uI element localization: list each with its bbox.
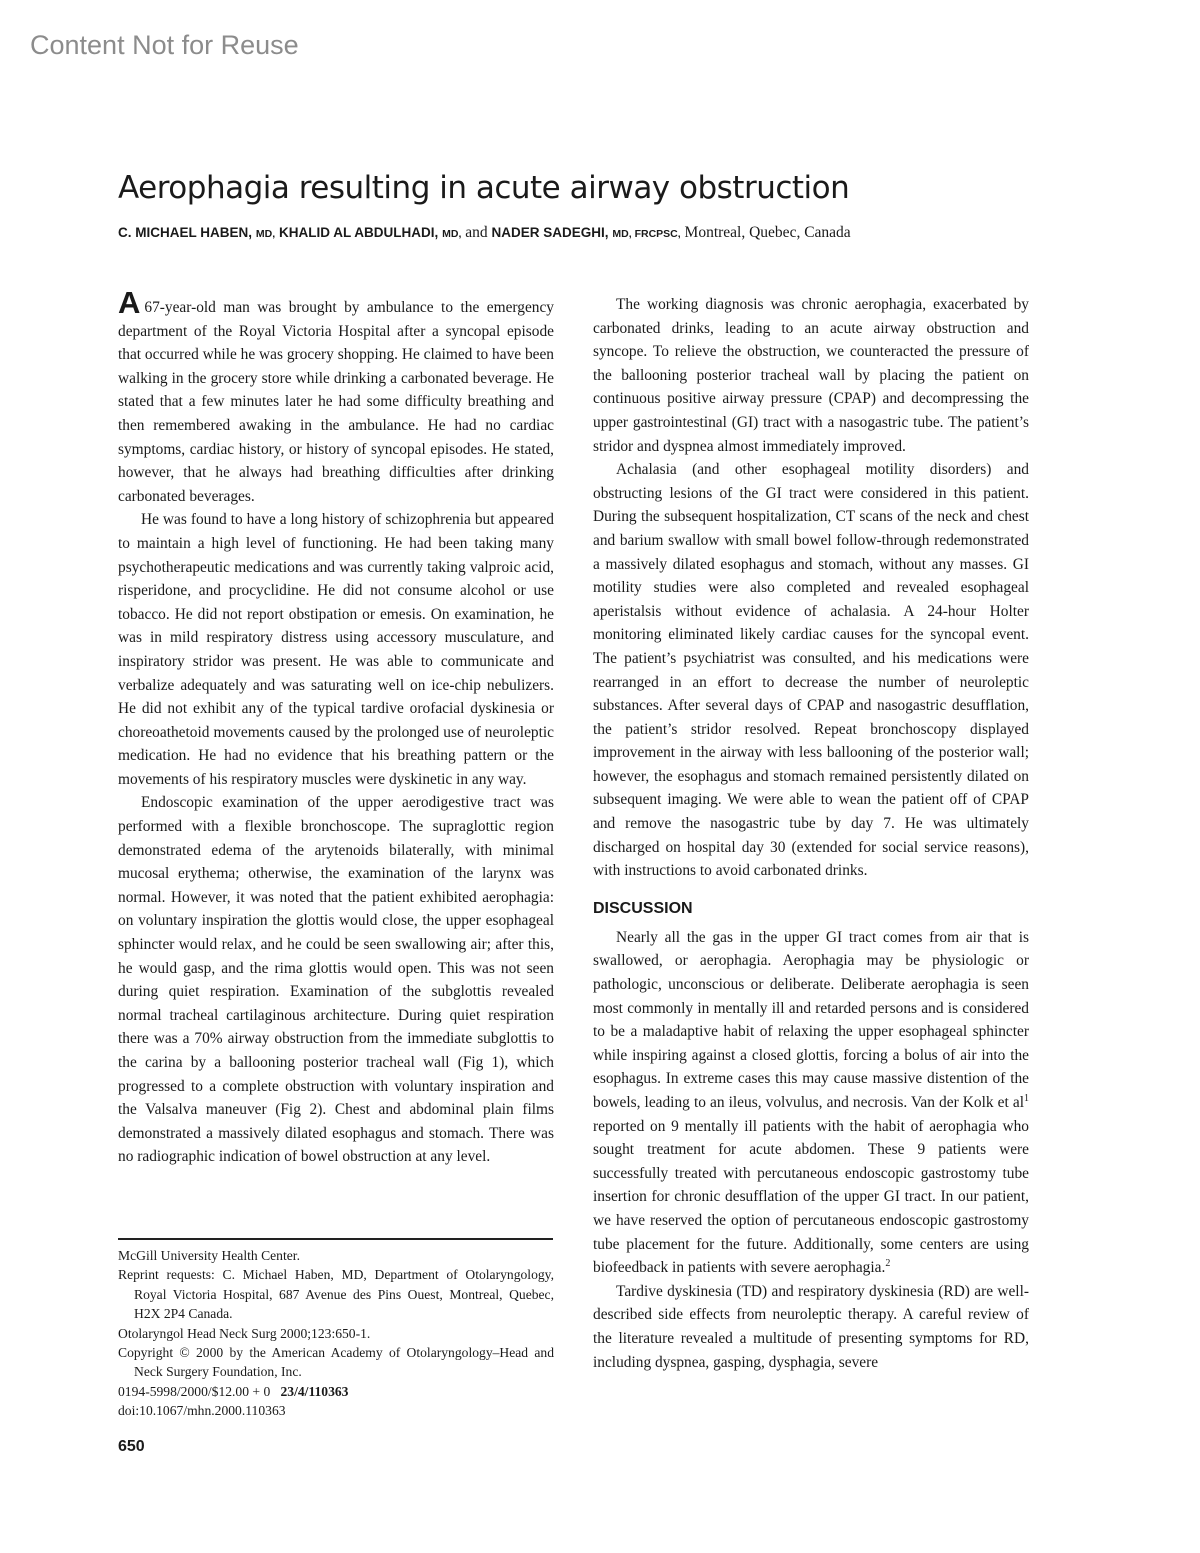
author-conjunction: and — [465, 224, 488, 241]
author-location: Montreal, Quebec, Canada — [684, 224, 851, 241]
issn-id: 23/4/110363 — [280, 1383, 349, 1399]
paragraph-text: 67-year-old man was brought by ambulance to the emergency department of the Royal Victoria Hospital after a syncopal episode that occurred while he was grocery shopping. He claimed to have been walking in the grocery store while drinking a carbonated beverage. He stated that a few minutes later he had some difficulty breathing and then remembered awaking in the ambulance. He had no cardiac symptoms, cardiac history, or history of syncopal episodes. He stated, however, that he always had breathing difficulties after drinking carbonated beverages. — [118, 299, 554, 505]
right-column — [593, 293, 1029, 1374]
author-name: KHALID AL ABDULHADI, — [279, 225, 439, 240]
issn-text: 0194-5998/2000/$12.00 + 0 — [118, 1383, 271, 1399]
footnote-divider — [118, 1238, 553, 1240]
footnote-reprint: Reprint requests: C. Michael Haben, MD, Department of Otolaryngology, Royal Victoria Hospital, 687 Avenue des Pins Ouest, Montreal, Quebec, H2X 2P4 Canada. — [118, 1267, 554, 1322]
reference-marker: 2 — [885, 1258, 891, 1270]
author-name: C. MICHAEL HABEN, — [118, 225, 253, 240]
body-paragraph: Endoscopic examination of the upper aerodigestive tract was performed with a flexible bronchoscope. The supraglottic region demonstrated edema of the arytenoids bilaterally, with minimal mucosal erythema; otherwise, the examination of the larynx was normal. However, it was noted that the patient exhibited aerophagia: on voluntary inspiration the glottis would close, the upper esophageal sphincter would relax, and he could be seen swallowing air; after this, he would gasp, and the rima glottis would open. This was not seen during quiet respiration. Examination of the subglottis revealed normal tracheal cartilaginous architecture. During quiet respiration there was a 70% airway obstruction from the immediate subglottis to the carina by a ballooning posterior tracheal wall (Fig 1), which progressed to a complete obstruction with voluntary inspiration and the Valsalva maneuver (Fig 2). Chest and abdominal plain films demonstrated a massively dilated esophagus and stomach. There was no radiographic indication of bowel obstruction at any level. — [118, 794, 554, 1166]
footnote-affiliation: McGill University Health Center. — [118, 1248, 300, 1263]
footnotes — [118, 1246, 554, 1421]
footnote-citation: Otolaryngol Head Neck Surg 2000;123:650-1. — [118, 1325, 371, 1341]
body-paragraph: Achalasia (and other esophageal motility disorders) and obstructing lesions of the GI tract were considered in this patient. During the subsequent hospitalization, CT scans of the neck and chest and barium swallow with small bowel follow-through redemonstrated a massively dilated esophagus and stomach, without any masses. GI motility studies were also completed and revealed esophageal aperistalsis without evidence of achalasia. A 24-hour Holter monitoring eliminated likely cardiac causes for the syncopal event. The patient’s psychiatrist was consulted, and his medications were rearranged in an effort to decrease the number of neuroleptic substances. After several days of CPAP and nasogastric desufflation, the patient’s stridor resolved. Repeat bronchoscopy displayed improvement in the airway with less ballooning of the posterior wall; however, the esophagus and stomach remained persistently dilated on subsequent imaging. We were able to wean the patient off of CPAP and remove the nasogastric tube by day 7. He was ultimately discharged on hospital day 30 (extended for social service reasons), with instructions to avoid carbonated drinks. — [593, 461, 1029, 880]
author-degree: MD, — [255, 228, 276, 240]
body-paragraph — [593, 926, 1029, 1280]
reference-marker: 1 — [1024, 1092, 1029, 1104]
drop-cap: A — [118, 285, 141, 320]
article-title: Aerophagia resulting in acute airway obstruction — [118, 170, 850, 206]
watermark: Content Not for Reuse — [30, 30, 299, 60]
left-column — [118, 285, 554, 1169]
author-name: NADER SADEGHI, — [491, 225, 609, 240]
author-line — [118, 224, 851, 242]
body-paragraph: The working diagnosis was chronic aerophagia, exacerbated by carbonated drinks, leading to an acute airway obstruction and syncope. To relieve the obstruction, we counteracted the pressure of the ballooning posterior tracheal wall by placing the patient on continuous positive airway pressure (CPAP) and decompressing the upper gastrointestinal (GI) tract with a nasogastric tube. The patient’s stridor and dyspnea almost immediately improved. — [593, 296, 1029, 455]
footnote-doi: doi:10.1067/mhn.2000.110363 — [118, 1403, 286, 1419]
author-degree: MD, — [442, 228, 462, 240]
page-number: 650 — [118, 1438, 145, 1455]
body-paragraph: He was found to have a long history of schizophrenia but appeared to maintain a high level of functioning. He had been taking many psychotherapeutic medications and was currently taking valproic acid, risperidone, and procyclidine. He did not consume alcohol or use tobacco. He did not report obstipation or emesis. On examination, he was in mild respiratory distress using accessory musculature, and inspiratory stridor was present. He was able to communicate and verbalize adequately and was saturating well on ice-chip nebulizers. He did not exhibit any of the typical tardive orofacial dyskinesia or choreoathetoid movements caused by the prolonged use of neuroleptic medication. He had no evidence that his breathing pattern or the movements of his respiratory muscles were dyskinetic in any way. — [118, 511, 554, 788]
paragraph-text: reported on 9 mentally ill patients with the habit of aerophagia who sought treatment for acute abdomen. These 9 patients were successfully treated with percutaneous endoscopic gastrostomy tube insertion for chronic desufflation of the upper GI tract. In our patient, we have reserved the option of percutaneous endoscopic gastrostomy tube placement for the future. Additionally, some centers are using biofeedback in patients with severe aerophagia. — [593, 1117, 1029, 1277]
body-paragraph: Tardive dyskinesia (TD) and respiratory dyskinesia (RD) are well-described side effects from neuroleptic therapy. A careful review of the literature revealed a multitude of presenting symptoms for RD, including dyspnea, gasping, dysphagia, severe — [593, 1282, 1029, 1371]
footnote-issn — [118, 1382, 554, 1401]
author-degree: MD, FRCPSC, — [612, 228, 681, 240]
paragraph-text: Nearly all the gas in the upper GI tract comes from air that is swallowed, or aerophagia. Aerophagia may be physiologic or pathologic, unconscious or deliberate. Deliberate aerophagia is seen most commonly in mentally ill and retarded persons and is considered to be a maladaptive habit of relaxing the upper esophageal sphincter while inspiring against a closed glottis, forcing a bolus of air into the esophagus. In extreme cases this may cause massive distention of the bowels, leading to an ileus, volvulus, and necrosis. Van der Kolk et al — [593, 928, 1029, 1111]
section-heading: DISCUSSION — [593, 899, 693, 917]
footnote-copyright: Copyright © 2000 by the American Academy of Otolaryngology–Head and Neck Surgery Foundation, Inc. — [118, 1345, 554, 1380]
body-paragraph — [118, 285, 554, 508]
